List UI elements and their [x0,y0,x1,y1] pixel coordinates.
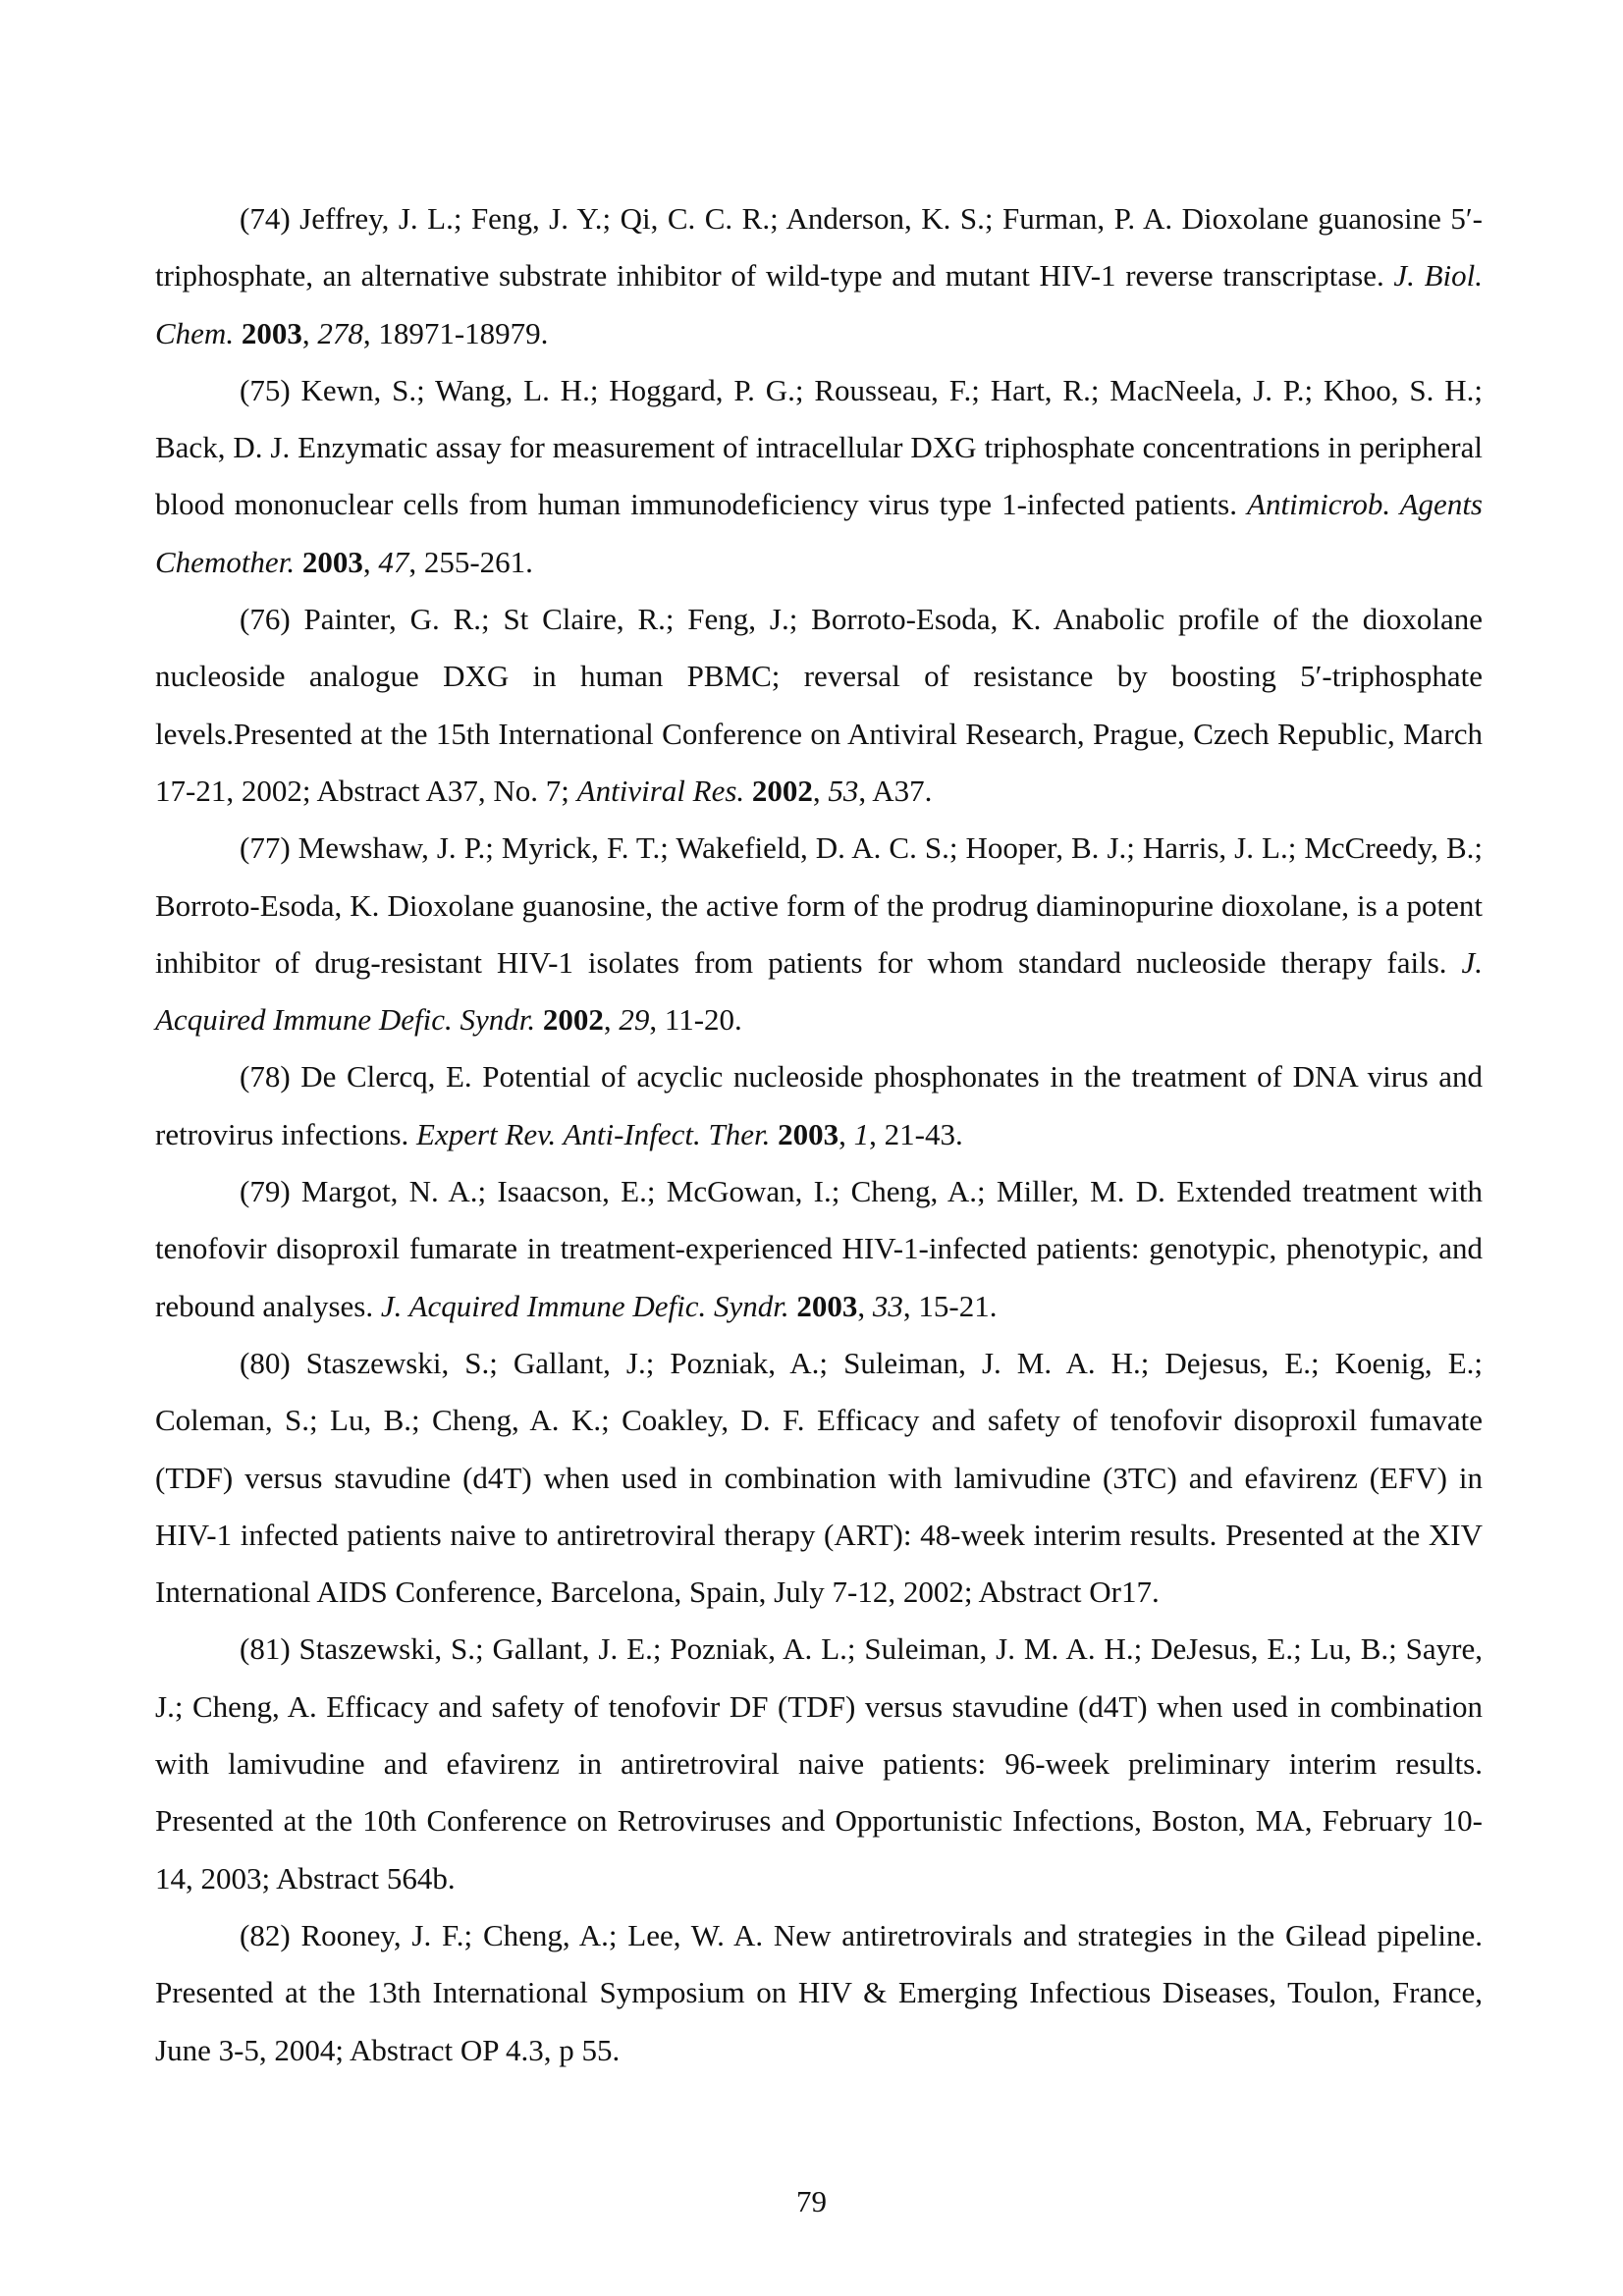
reference-text: (80) Staszewski, S.; Gallant, J.; Pozniak, A.; Suleiman, J. M. A. H.; Dejesus, E.; Koenig, E.; Coleman, S.; Lu, B.; Cheng, A. K.; Coakley, D. F. Efficacy and safety of tenofovir disoproxil fumavate (TDF) versus stavudine (d4T) when used in combination with lamivudine (3TC) and efavirenz (EFV) in HIV-1 infected patients naive to antiretroviral therapy (ART): 48-week interim results. Presented at the XIV International AIDS Conference, Barcelona, Spain, July 7-12, 2002; Abstract Or17. [155,1345,1483,1610]
reference-text: , 15-21. [902,1288,998,1323]
reference-year: 2003 [241,315,302,350]
reference-text: , [301,315,318,350]
reference-entry [155,1335,1483,1621]
reference-year: 2003 [778,1116,839,1151]
reference-entry [155,1163,1483,1335]
reference-entry [155,362,1483,591]
reference-text: (79) Margot, N. A.; Isaacson, E.; McGowan, I.; Cheng, A.; Miller, M. D. Extended treatment with tenofovir disoproxil fumarate in treatment-experienced HIV-1-infected patients: genotypic, phenotypic, and rebound analyses. [155,1174,1483,1323]
reference-italic-text: 53 [828,773,859,808]
reference-entry [155,1907,1483,2079]
reference-text: (77) Mewshaw, J. P.; Myrick, F. T.; Wakefield, D. A. C. S.; Hooper, B. J.; Harris, J. L.; McCreedy, B.; Borroto-Esoda, K. Dioxolane guanosine, the active form of the prodrug diaminopurine dioxolane, is a potent inhibitor of drug-resistant HIV-1 isolates from patients for whom standard nucleoside therapy fails. [155,830,1483,980]
reference-italic-text: 33 [872,1288,903,1323]
reference-italic-text: 278 [317,315,363,350]
reference-entry [155,1048,1483,1163]
reference-text [744,774,752,808]
reference-italic-text: Antimicrob. Agents Chemother. [155,487,1483,579]
reference-text: , [362,544,379,579]
reference-text: (81) Staszewski, S.; Gallant, J. E.; Pozniak, A. L.; Suleiman, J. M. A. H.; DeJesus, E.; Lu, B.; Sayre, J.; Cheng, A. Efficacy and safety of tenofovir DF (TDF) versus stavudine (d4T) when used in combination with lamivudine and efavirenz in antiretroviral naive patients: 96-week preliminary interim results. Presented at the 10th Conference on Retroviruses and Opportunistic Infections, Boston, MA, February 10-14, 2003; Abstract 564b. [155,1631,1483,1896]
reference-text [234,316,242,350]
reference-entry [155,1621,1483,1906]
reference-entry [155,591,1483,820]
reference-italic-text: Expert Rev. Anti-Infect. Ther. [416,1116,771,1151]
page-number: 79 [796,2184,827,2218]
reference-italic-text: Antiviral Res. [576,773,745,808]
reference-text: , A37. [858,773,933,808]
reference-text: , 21-43. [869,1116,963,1151]
reference-text: , 11-20. [649,1002,742,1038]
reference-text [770,1117,778,1151]
reference-entry [155,190,1483,362]
reference-year: 2003 [301,544,363,579]
reference-text: (75) Kewn, S.; Wang, L. H.; Hoggard, P. G.; Rousseau, F.; Hart, R.; MacNeela, J. P.; Khoo, S. H.; Back, D. J. Enzymatic assay for measurement of intracellular DXG triphosphate concentrations in peripheral blood mononuclear cells from human immunodeficiency virus type 1-infected patients. [155,372,1483,522]
reference-text: , 18971-18979. [362,315,549,350]
reference-entry [155,820,1483,1048]
reference-text: , [839,1116,854,1151]
reference-italic-text: 1 [853,1116,870,1151]
reference-italic-text: J. Acquired Immune Defic. Syndr. [380,1288,789,1323]
reference-italic-text: 47 [378,544,409,579]
reference-year: 2002 [751,773,813,808]
reference-text: (74) Jeffrey, J. L.; Feng, J. Y.; Qi, C. C. R.; Anderson, K. S.; Furman, P. A. Dioxolane guanosine 5′-triphosphate, an alternative substrate inhibitor of wild-type and mutant HIV-1 reverse transcriptase. [155,201,1483,294]
reference-text: , 255-261. [408,544,533,579]
reference-text [295,545,302,579]
reference-italic-text: J. Biol. Chem. [155,258,1483,350]
reference-italic-text: 29 [619,1002,650,1038]
reference-text: , [603,1002,620,1038]
reference-year: 2003 [796,1288,858,1323]
reference-text: , [812,773,829,808]
reference-text: (78) De Clercq, E. Potential of acyclic nucleoside phosphonates in the treatment of DNA virus and retrovirus infections. [155,1059,1483,1151]
reference-italic-text: J. Acquired Immune Defic. Syndr. [155,944,1483,1038]
reference-year: 2002 [542,1002,604,1038]
reference-text: (82) Rooney, J. F.; Cheng, A.; Lee, W. A. New antiretrovirals and strategies in the Gilead pipeline. Presented at the 13th International Symposium on HIV & Emerging Infectious Diseases, Toulon, France, June 3-5, 2004; Abstract OP 4.3, p 55. [155,1917,1483,2067]
reference-text: (76) Painter, G. R.; St Claire, R.; Feng, J.; Borroto-Esoda, K. Anabolic profile of the dioxolane nucleoside analogue DXG in human PBMC; reversal of resistance by boosting 5′-triphosphate levels.Presented at the 15th International Conference on Antiviral Research, Prague, Czech Republic, March 17-21, 2002; Abstract A37, No. 7; [155,602,1483,808]
reference-text [535,1002,543,1037]
reference-text: , [857,1288,873,1323]
reference-list [155,190,1483,2079]
